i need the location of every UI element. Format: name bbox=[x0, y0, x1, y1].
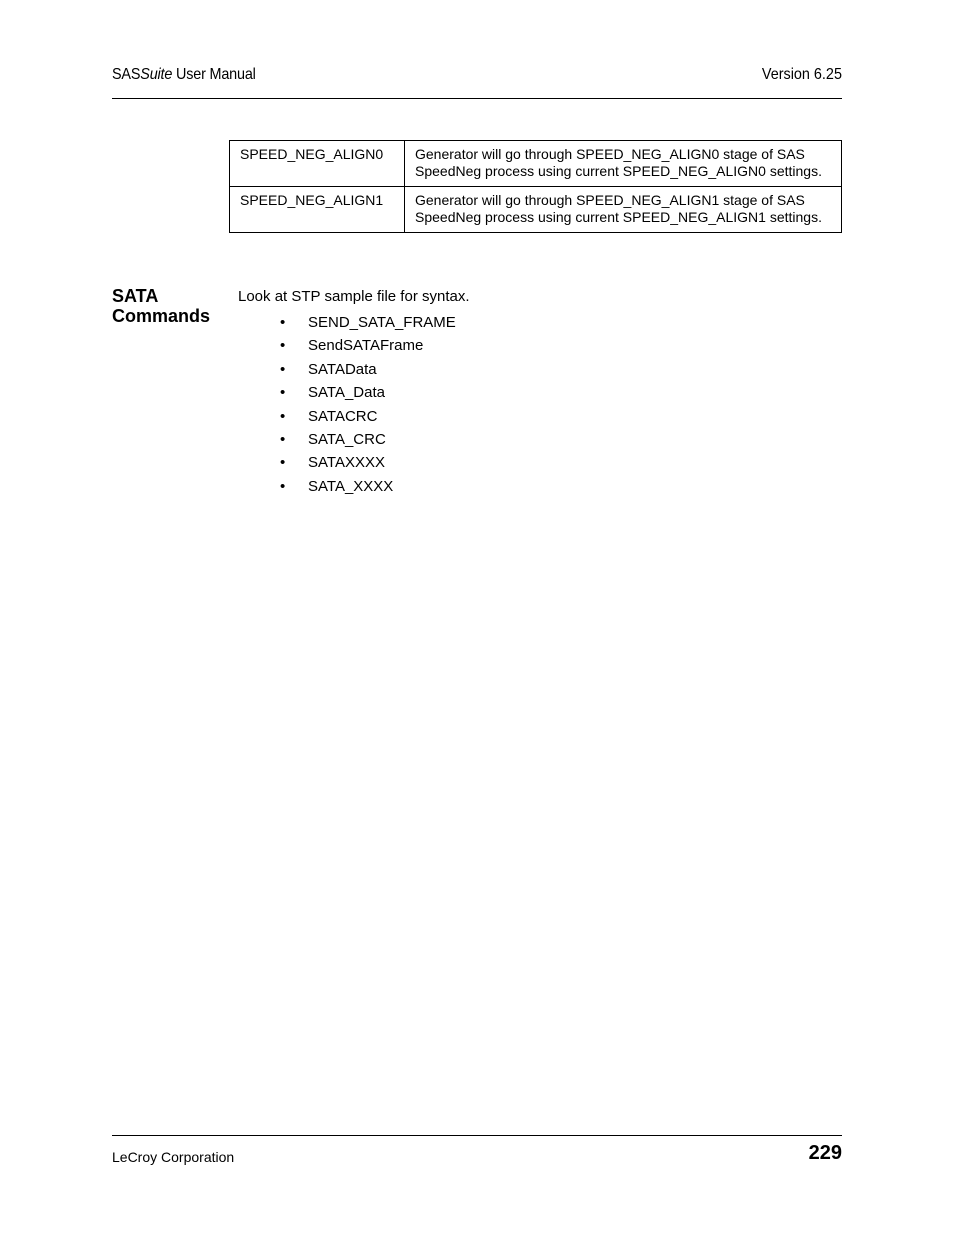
param-description: Generator will go through SPEED_NEG_ALIGN0 stage of SAS SpeedNeg process using current SPEED_NEG_ALIGN0 settings. bbox=[405, 141, 842, 187]
command-name: SATA_CRC bbox=[308, 430, 386, 448]
bullet: • bbox=[280, 477, 286, 495]
bullet: • bbox=[280, 454, 286, 472]
bullet: • bbox=[280, 384, 286, 402]
param-name: SPEED_NEG_ALIGN0 bbox=[230, 141, 405, 187]
list-item bbox=[280, 336, 456, 359]
section-heading-line: Commands bbox=[112, 306, 211, 326]
company-name: LeCroy Corporation bbox=[112, 1149, 235, 1165]
section-heading bbox=[112, 286, 232, 326]
bullet: • bbox=[280, 430, 286, 448]
bullet: • bbox=[280, 314, 286, 331]
page-header bbox=[112, 62, 842, 99]
list-item bbox=[280, 383, 456, 406]
command-name: SEND_SATA_FRAME bbox=[308, 314, 456, 331]
bullet: • bbox=[280, 360, 286, 378]
sata-command-list bbox=[280, 313, 456, 500]
list-item bbox=[280, 430, 456, 453]
manual-title: SASSuite User Manual bbox=[112, 66, 256, 83]
page-footer bbox=[112, 1135, 842, 1176]
command-name: SATAXXXX bbox=[308, 454, 385, 472]
speed-neg-table bbox=[229, 140, 842, 233]
table-row bbox=[230, 187, 842, 233]
list-item bbox=[280, 407, 456, 430]
page-number: 229 bbox=[808, 1142, 842, 1164]
command-name: SATAData bbox=[308, 360, 377, 378]
command-name: SendSATAFrame bbox=[308, 337, 424, 355]
param-description: Generator will go through SPEED_NEG_ALIGN1 stage of SAS SpeedNeg process using current SPEED_NEG_ALIGN1 settings. bbox=[405, 187, 842, 233]
command-name: SATA_Data bbox=[308, 384, 385, 402]
manual-version: Version 6.25 bbox=[761, 66, 842, 83]
param-name: SPEED_NEG_ALIGN1 bbox=[230, 187, 405, 233]
section-intro: Look at STP sample file for syntax. bbox=[238, 288, 470, 305]
command-name: SATA_XXXX bbox=[308, 477, 394, 495]
list-item bbox=[280, 453, 456, 476]
list-item bbox=[280, 313, 456, 336]
bullet: • bbox=[280, 407, 286, 425]
list-item bbox=[280, 360, 456, 383]
list-item bbox=[280, 477, 456, 500]
section-heading-line: SATA bbox=[112, 286, 159, 306]
table-row bbox=[230, 141, 842, 187]
bullet: • bbox=[280, 337, 286, 355]
command-name: SATACRC bbox=[308, 407, 378, 425]
